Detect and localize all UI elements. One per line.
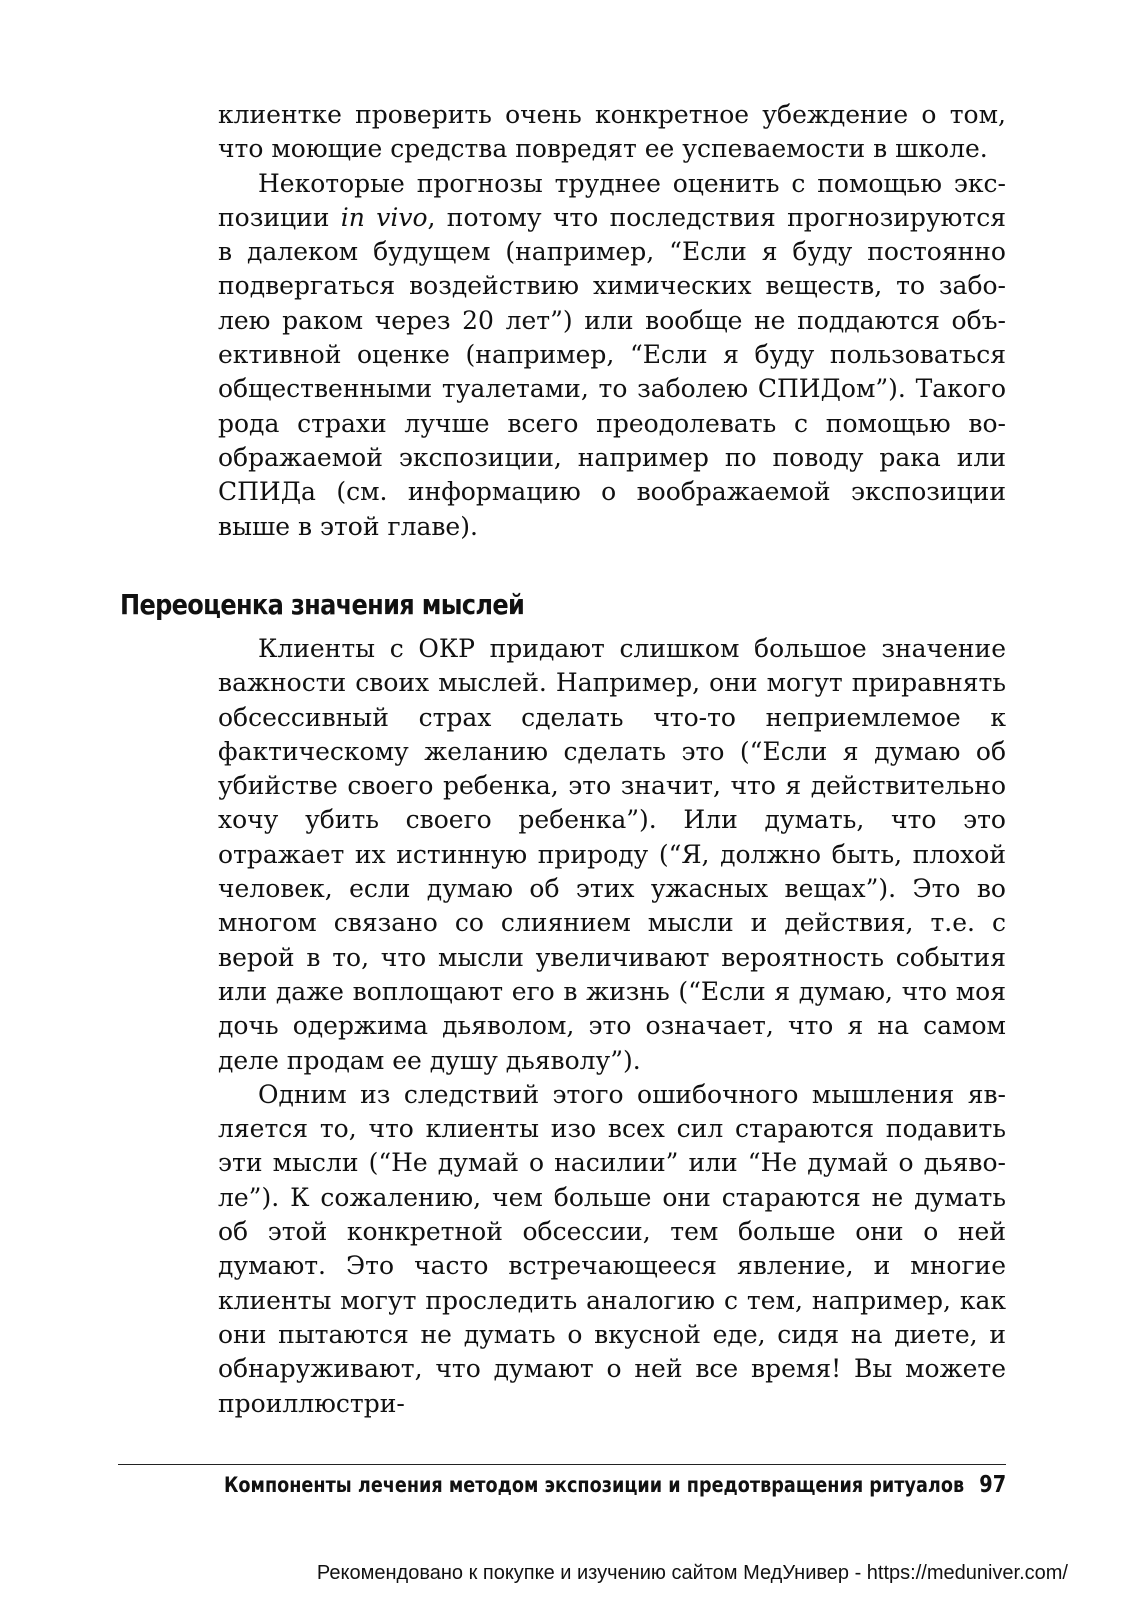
paragraph-in-vivo-rest: , потому что последствия прогнозируются в далеком будущем (например, “Если я буду постоянно подвергаться воздействию химических веществ, то заболею раком через 20 лет”) или вообще не поддаются объективной оценке (например, “Если я буду пользоваться общественными туалетами, то заболею СПИДом”). Такого рода страхи лучше всего преодолевать с помощью воображаемой экспозиции, например по поводу рака или СПИДа (см. информацию о воображаемой экспозиции выше в этой главе). [218,202,1006,541]
in-vivo-italic: in vivo [340,202,428,232]
footer-divider [118,1464,1006,1465]
paragraph-in-vivo [218,167,1006,544]
text-block-top [218,98,1006,544]
text-block-section [218,632,1006,1421]
paragraph-continuation: клиентке проверить очень конкретное убеждение о том, что моющие средства повредят ее успеваемости в школе. [218,100,1006,164]
paragraph-in-vivo-start: Некоторые прогнозы труднее оценить с помощью экспозиции [218,168,1006,232]
page-number: 97 [979,1472,1006,1498]
paragraph-thought-suppression: Одним из следствий этого ошибочного мышления является то, что клиенты изо всех сил стараются подавить эти мысли (“Не думай о насилии” или “Не думай о дьяволе”). К сожалению, чем больше они стараются не думать об этой конкретной обсессии, тем больше они о ней думают. Это часто встречающееся явление, и многие клиенты могут проследить аналогию с тем, например, как они пытаются не думать о вкусной еде, сидя на диете, и обнаруживают, что думают о ней все время! Вы можете проиллюстри- [218,1079,1006,1418]
section-heading: Переоценка значения мыслей [120,588,525,621]
watermark-text: Рекомендовано к покупке и изучению сайтом МедУнивер - https://meduniver.com/ [316,1562,1068,1584]
paragraph-thoughts-importance: Клиенты с ОКР придают слишком большое значение важности своих мыслей. Например, они могут приравнять обсессивный страх сделать что-то неприемлемое к фактическому желанию сделать это (“Если я думаю об убийстве своего ребенка, это значит, что я действительно хочу убить своего ребенка”). Или думать, что это отражает их истинную природу (“Я, должно быть, плохой человек, если думаю об этих ужасных вещах”). Это во многом связано со слиянием мысли и действия, т.е. с верой в то, что мысли увеличивают вероятность события или даже воплощают его в жизнь (“Если я думаю, что моя дочь одержима дьяволом, это означает, что я на самом деле продам ее душу дьяволу”). [218,634,1006,1075]
running-footer-title: Компоненты лечения методом экспозиции и предотвращения ритуалов [223,1473,964,1497]
running-footer [224,1472,1006,1498]
